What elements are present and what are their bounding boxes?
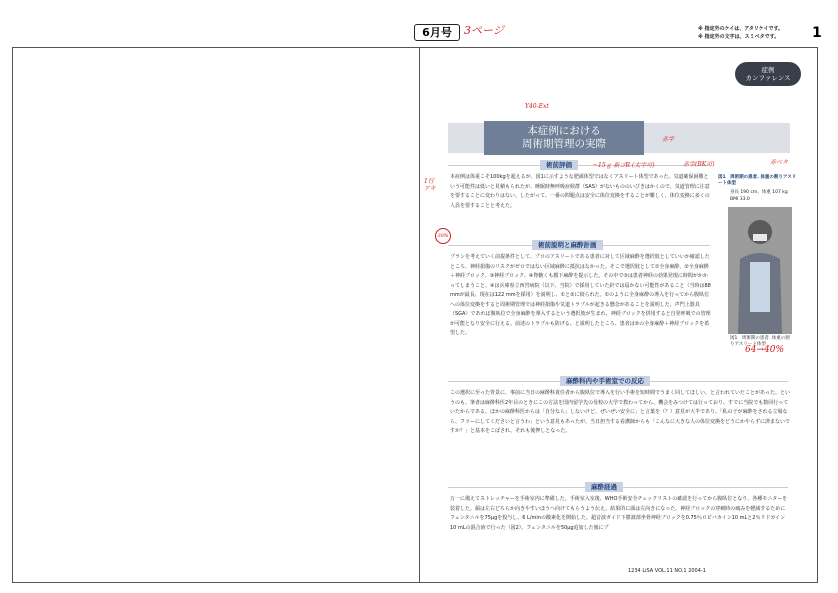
section-1-heading: 術前評価 bbox=[540, 160, 578, 170]
annotation-section-1: 〜15ｇ 新ゴR (太字可) bbox=[592, 162, 655, 169]
badge-line-1: 症例 bbox=[761, 66, 775, 74]
annotation-photo: 64→40% bbox=[745, 345, 784, 355]
annotation-left: 1行アキ bbox=[424, 178, 436, 192]
blank-left-page bbox=[12, 47, 420, 583]
figure-label: 図1 周術期の患者. 体重の割りアスリート体型 bbox=[718, 175, 797, 186]
note-line-1: ※ 指定外のケイは、アタリケイです。 bbox=[698, 26, 784, 32]
title-line-1: 本症例における bbox=[527, 125, 601, 137]
annotation-circle: 30% bbox=[435, 228, 451, 244]
section-3-heading: 麻酔科内や手術室での反応 bbox=[560, 376, 650, 386]
note-line-2: ※ 指定外の文字は、スミベタです。 bbox=[698, 34, 780, 40]
issue-label: 6月号 bbox=[414, 24, 460, 41]
badge-line-2: カンファレンス bbox=[745, 74, 791, 82]
annotation-side-2: 赤字(BK可) bbox=[683, 161, 715, 168]
section-badge bbox=[735, 62, 801, 86]
page-footer: 1234 LiSA VOL.11 NO.1 2004-1 bbox=[628, 568, 706, 574]
article-title bbox=[484, 121, 644, 155]
section-4-body: 万一に備えてストレッチャーを手術室内に準備した。手術室入室後、WHO手術安全チェックリストの確認を行ってから腹臥位となり、各種モニターを装着した。顔は左右どちらか向きやすいほうへ向けてもらうよう伝え、結果的に顔は左向きになった。神経ブロックの穿刺時の痛みを軽減するためにフェンタニルを75μgを投与し、6 L/minの酸素化を開始した。超音波ガイド下膝窩部坐骨神経ブロックを0.75％ロピバカイン10 mLと2％リドカイン10 mLの混合液で行った（図2）。フェンタニルを50μg追加した後にプ bbox=[450, 496, 788, 531]
section-4-heading: 麻酔経過 bbox=[585, 482, 623, 492]
section-2-body: プランを考えていく前提条件として、プロのアスリートである患者に対して区域麻酔を選択肢としていいか確認したところ、神経損傷のリスクがゼロではない区域麻酔に抵抗はなかった。そこで選択肢として①全身麻酔、②全身麻酔＋神経ブロック、③神経ブロック、④脊髄くも膜下麻酔を提示した。その中で③は患者神経の効果発現に時間がかかってしまうこと、④は兵庫県立西宮病院（以下、当院）で採用していた針では届かない可能性があること（当時は88 mmが最長、現在は122 mmを採用）を説明し、①と②に絞られた。①のように全身麻酔の導入を行ってから腹臥位への体位変換をすると周術期管理では神経損傷や気道トラブルが起きる懸念があることを説明した。声門上器具（SGA）であれば腹臥位で全身麻酔を導入するという選択肢が生まれ、神経ブロックを併用すると自発呼吸での管理が可能となり安全に行える。前述のトラブルも防げる、と説明したところ、患者は②の全身麻酔＋神経ブロックを希望した。 bbox=[450, 254, 711, 336]
title-line-2: 周術期管理の実際 bbox=[522, 138, 606, 150]
figure-height-weight: 身長 190 cm、体重 107 kg bbox=[730, 190, 788, 195]
handwritten-page-note: 3ページ bbox=[464, 24, 504, 37]
section-1-body: 本症例は体重こそ100kgを超えるが、図1に示すような肥満体型ではなくアスリート体型であった。気道確保困難という可能性は低いと見積もられたが、睡眠時無呼吸症候群（SAS）がないもののいびきはかくので、気道管理に注意を要することに変わりはない。したがって、一番の問題点は安全に体位変換をすることが難しく、体位変換に多くの人員を要することと考えた。 bbox=[450, 174, 710, 209]
section-2-heading: 術前説明と麻酔計画 bbox=[532, 240, 603, 250]
page-number: 1 bbox=[812, 25, 822, 41]
annotation-side-1: 赤字 bbox=[662, 136, 675, 143]
patient-photo bbox=[728, 207, 792, 334]
annotation-top: Y40-Ext bbox=[525, 103, 549, 110]
patient-silhouette bbox=[728, 207, 792, 334]
annotation-side-3: 赤ベタ bbox=[770, 159, 789, 166]
figure-caption: 図1 周術期の患者. 体重の割りアスリート体型 bbox=[730, 336, 790, 347]
figure-bmi: BMI 33.0 bbox=[730, 197, 750, 202]
section-3-body: この選択に至った背景に、事前に当日の麻酔科責任者から腹臥位で導入を行い手術を短時間でうまく回してほしい、と言われていたことがあった。というのも、筆者は麻酔科医2年目のときにこの方法を国内留学先の母校の大学で教わってから、機会をみつけては行っており、すでに当院でも数回行っていたからである。ほかの麻酔科医からは「自分なら」しないけど、ぜいぜい安全に」と言葉を（？）意見が大半であり、「私の子が麻酔をされる立場なら、フツーにしてくださいと言うわ」という意見もあったが、当日担当する看護師からも「こんなに大きな人の体位変換をどうにかやらずに済まないですか？」と基本をこばされ、それも後押しとなった。 bbox=[450, 390, 790, 434]
